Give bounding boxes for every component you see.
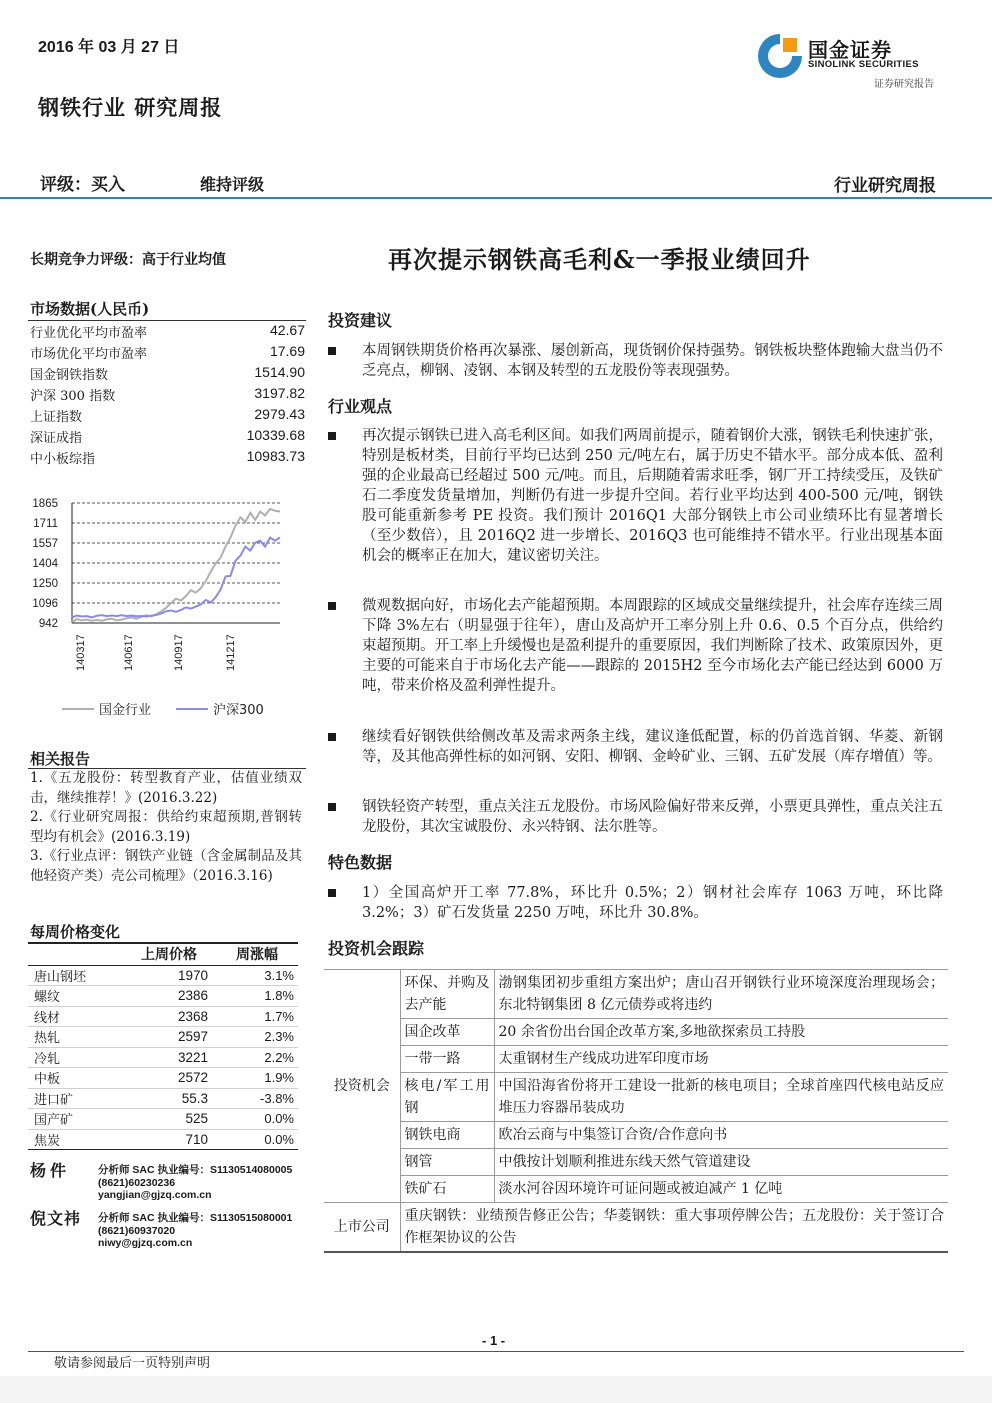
bullet-text: 钢铁轻资产转型，重点关注五龙股份。市场风险偏好带来反弹，小票更具弹性，重点关注五龙股份，其次宝诚股份、永兴特钢、法尔胜等。 bbox=[362, 799, 943, 835]
table-row bbox=[324, 1019, 948, 1046]
market-row bbox=[30, 406, 305, 427]
index-comparison-chart bbox=[28, 492, 318, 722]
bullet-icon bbox=[328, 889, 336, 897]
table-row bbox=[324, 970, 948, 1019]
product-change: -3.8% bbox=[216, 1088, 298, 1109]
analyst-name: 倪文祎 bbox=[30, 1209, 82, 1228]
table-row bbox=[324, 1176, 948, 1203]
table-row bbox=[28, 986, 298, 1007]
market-label: 上证指数 bbox=[30, 410, 83, 425]
long-term-rating: 长期竞争力评级：高于行业均值 bbox=[30, 252, 226, 268]
product-name: 热轧 bbox=[28, 1027, 122, 1048]
bullet-icon bbox=[328, 803, 336, 811]
table-row bbox=[324, 1203, 948, 1253]
table-row bbox=[28, 1129, 298, 1150]
product-name: 螺纹 bbox=[28, 986, 122, 1007]
product-change: 0.0% bbox=[216, 1129, 298, 1150]
category-cell: 一带一路 bbox=[400, 1046, 494, 1073]
table-row bbox=[324, 1073, 948, 1122]
detail-cell: 渤钢集团初步重组方案出炉；唐山召开钢铁行业环境深度治理现场会；东北特钢集团 8 亿元债券或将违约 bbox=[494, 970, 948, 1019]
bullet-icon bbox=[328, 602, 336, 610]
table-row bbox=[324, 1149, 948, 1176]
table-row bbox=[324, 1046, 948, 1073]
legend-label: 国金行业 bbox=[99, 703, 152, 718]
x-tick-label: 141217 bbox=[225, 634, 237, 671]
y-tick-label: 1404 bbox=[32, 558, 58, 570]
category-cell: 国企改革 bbox=[400, 1019, 494, 1046]
series-line bbox=[72, 538, 280, 618]
category-cell: 钢铁电商 bbox=[400, 1122, 494, 1149]
product-name: 进口矿 bbox=[28, 1088, 122, 1109]
opportunity-table bbox=[324, 969, 948, 1253]
col-name-header bbox=[28, 943, 122, 965]
disclaimer: 敬请参阅最后一页特别声明 bbox=[54, 1356, 211, 1371]
logo-name-en: SINOLINK SECURITIES bbox=[808, 59, 919, 70]
market-row bbox=[30, 322, 305, 343]
table-row bbox=[28, 965, 298, 986]
x-tick-label: 140617 bbox=[123, 634, 135, 671]
product-name: 线材 bbox=[28, 1006, 122, 1027]
col-price-header: 上周价格 bbox=[122, 943, 216, 965]
detail-cell: 中国沿海省份将开工建设一批新的核电项目；全球首座四代核电站反应堆压力容器吊装成功 bbox=[494, 1073, 948, 1122]
rating-label: 评级：买入 bbox=[40, 175, 125, 195]
industry-view-heading: 行业观点 bbox=[328, 397, 393, 416]
market-data-divider bbox=[28, 320, 306, 321]
y-tick-label: 1096 bbox=[32, 598, 58, 610]
product-change: 1.9% bbox=[216, 1068, 298, 1089]
detail-cell: 太重钢材生产线成功进军印度市场 bbox=[494, 1046, 948, 1073]
market-value: 10339.68 bbox=[246, 427, 305, 443]
market-value: 17.69 bbox=[269, 343, 305, 359]
product-change: 3.1% bbox=[216, 965, 298, 986]
product-price: 2368 bbox=[122, 1006, 216, 1027]
table-row bbox=[324, 1122, 948, 1149]
header-divider bbox=[0, 197, 992, 199]
feature-data-bullet bbox=[328, 883, 943, 923]
market-label: 中小板综指 bbox=[30, 452, 96, 467]
table-row bbox=[28, 1006, 298, 1027]
investment-advice-bullet bbox=[328, 341, 943, 381]
market-value: 42.67 bbox=[269, 322, 305, 338]
sinolink-logo-icon bbox=[756, 32, 804, 80]
analyst-email[interactable]: yangjian@gjzq.com.cn bbox=[98, 1189, 212, 1201]
industry-view-bullet bbox=[328, 426, 943, 566]
table-row bbox=[28, 1068, 298, 1089]
category-cell: 铁矿石 bbox=[400, 1176, 494, 1203]
y-tick-label: 1711 bbox=[33, 518, 58, 530]
market-label: 国金钢铁指数 bbox=[30, 368, 109, 383]
analyst-phone: (8621)60230236 bbox=[98, 1176, 176, 1189]
industry-title: 钢铁行业 研究周报 bbox=[38, 95, 223, 120]
main-title: 再次提示钢铁高毛利&一季报业绩回升 bbox=[388, 245, 811, 274]
analyst-sac: 分析师 SAC 执业编号：S1130514080005 bbox=[98, 1164, 293, 1176]
page-number: - 1 - bbox=[482, 1333, 506, 1348]
weekly-price-table bbox=[28, 942, 298, 1150]
product-price: 55.3 bbox=[122, 1088, 216, 1109]
market-row bbox=[30, 343, 305, 364]
product-price: 2597 bbox=[122, 1027, 216, 1048]
related-reports-heading: 相关报告 bbox=[30, 750, 91, 768]
market-value: 10983.73 bbox=[246, 448, 305, 464]
product-price: 1970 bbox=[122, 965, 216, 986]
detail-cell: 淡水河谷因环境许可证问题或被迫减产 1 亿吨 bbox=[494, 1176, 948, 1203]
y-tick-label: 1250 bbox=[32, 578, 58, 590]
investment-advice-heading: 投资建议 bbox=[328, 311, 393, 330]
detail-cell: 重庆钢铁：业绩预告修正公告；华菱钢铁：重大事项停牌公告；五龙股份：关于签订合作框架协议的公告 bbox=[400, 1203, 948, 1253]
analyst-sac: 分析师 SAC 执业编号：S1130515080001 bbox=[98, 1212, 293, 1224]
product-change: 1.7% bbox=[216, 1006, 298, 1027]
bullet-text: 1）全国高炉开工率 77.8%，环比升 0.5%；2）钢材社会库存 1063 万吨，环比降 3.2%；3）矿石发货量 2250 万吨，环比升 30.8%。 bbox=[362, 885, 943, 921]
industry-view-bullet bbox=[328, 596, 943, 696]
group-label: 上市公司 bbox=[324, 1203, 400, 1253]
market-label: 深证成指 bbox=[30, 431, 83, 446]
detail-cell: 20 余省份出台国企改革方案,多地欲探索员工持股 bbox=[494, 1019, 948, 1046]
related-report-item[interactable]: 3.《行业点评：钢铁产业链（含金属制品及其他轻资产类）壳公司梳理》（2016.3.16) bbox=[30, 848, 302, 884]
y-tick-label: 1865 bbox=[32, 498, 58, 510]
product-change: 2.2% bbox=[216, 1047, 298, 1068]
detail-cell: 中俄按计划顺利推进东线天然气管道建设 bbox=[494, 1149, 948, 1176]
y-tick-label: 1557 bbox=[32, 538, 58, 550]
x-tick-label: 140917 bbox=[173, 634, 185, 671]
analyst-contact bbox=[98, 1212, 292, 1250]
related-report-item[interactable]: 1.《五龙股份：转型教育产业，估值业绩双击，继续推荐！》(2016.3.22) bbox=[30, 770, 302, 806]
product-change: 1.8% bbox=[216, 986, 298, 1007]
table-row bbox=[28, 1088, 298, 1109]
market-value: 1514.90 bbox=[254, 364, 305, 380]
rating-sub: 维持评级 bbox=[200, 175, 265, 194]
table-row bbox=[28, 1027, 298, 1048]
product-price: 710 bbox=[122, 1129, 216, 1150]
company-logo bbox=[756, 30, 956, 92]
market-data-heading: 市场数据(人民币) bbox=[30, 300, 150, 318]
market-value: 2979.43 bbox=[254, 406, 305, 422]
analyst-phone: (8621)60937020 bbox=[98, 1224, 176, 1237]
market-row bbox=[30, 385, 305, 406]
product-name: 焦炭 bbox=[28, 1129, 122, 1150]
footer-band bbox=[0, 1376, 992, 1403]
col-change-header: 周涨幅 bbox=[216, 943, 298, 965]
table-row bbox=[28, 1109, 298, 1130]
product-change: 0.0% bbox=[216, 1109, 298, 1130]
category-cell: 环保、并购及去产能 bbox=[400, 970, 494, 1019]
group-label: 投资机会 bbox=[324, 970, 400, 1203]
market-label: 行业优化平均市盈率 bbox=[30, 326, 148, 341]
weekly-price-heading: 每周价格变化 bbox=[30, 923, 121, 941]
product-name: 中板 bbox=[28, 1068, 122, 1089]
product-name: 国产矿 bbox=[28, 1109, 122, 1130]
product-price: 525 bbox=[122, 1109, 216, 1130]
opportunity-tracking-heading: 投资机会跟踪 bbox=[328, 939, 425, 958]
logo-name-cn: 国金证券 bbox=[808, 38, 892, 62]
detail-cell: 欧冶云商与中集签订合资/合作意向书 bbox=[494, 1122, 948, 1149]
report-date: 2016 年 03 月 27 日 bbox=[38, 39, 180, 56]
x-tick-label: 140317 bbox=[75, 634, 87, 671]
market-label: 沪深 300 指数 bbox=[30, 389, 116, 404]
category-cell: 钢管 bbox=[400, 1149, 494, 1176]
logo-tagline: 证券研究报告 bbox=[874, 79, 934, 90]
rating bbox=[40, 170, 265, 195]
product-price: 3221 bbox=[122, 1047, 216, 1068]
category-cell: 核电/军工用钢 bbox=[400, 1073, 494, 1122]
bullet-icon bbox=[328, 432, 336, 440]
bullet-text: 再次提示钢铁已进入高毛利区间。如我们两周前提示，随着钢价大涨，钢铁毛利快速扩张，特别是板材类，目前行平均已达到 250 元/吨左右，属于历史不错水平。部分成本低、盈利强的企业最高已经超过 500 元/吨。而且，后期随着需求旺季，钢厂开工持续受压，及铁矿石二季度发货量增加，判断仍有进一步提升空间。若行业平均达到 400-500 元/吨，钢铁股可能重新参考 PE 投资。我们预计 2016Q1 大部分钢铁上市公司业绩环比有显著增长（至少数倍），且 2016Q2 进一步增长、2016Q3 也可能维持不错水平。行业出现基本面机会的概率正在加大，建议密切关注。 bbox=[362, 428, 943, 564]
feature-data-heading: 特色数据 bbox=[328, 853, 393, 872]
bullet-icon bbox=[328, 733, 336, 741]
product-change: 2.3% bbox=[216, 1027, 298, 1048]
market-row bbox=[30, 364, 305, 385]
bullet-text: 微观数据向好，市场化去产能超预期。本周跟踪的区域成交量继续提升，社会库存连续三周下降 3%左右（明显强于往年），唐山及高炉开工率分别上升 0.6、0.5 个百分点，供给约束超预期。开工率上升缓慢也是盈利提升的重要原因，我们判断除了技术、政策原因外，更主要的可能来自于市场化去产能——跟踪的 2015H2 至今市场化去产能已经达到 6000 万吨，带来价格及盈利弹性提升。 bbox=[362, 598, 943, 694]
market-row bbox=[30, 448, 305, 469]
bullet-icon bbox=[328, 347, 336, 355]
legend-label: 沪深300 bbox=[213, 703, 264, 718]
market-label: 市场优化平均市盈率 bbox=[30, 347, 148, 362]
product-price: 2386 bbox=[122, 986, 216, 1007]
related-report-item[interactable]: 2.《行业研究周报：供给约束超预期,普钢转型均有机会》(2016.3.19) bbox=[30, 809, 302, 845]
industry-view-bullet bbox=[328, 797, 943, 837]
industry-view-bullet bbox=[328, 727, 943, 767]
product-price: 2572 bbox=[122, 1068, 216, 1089]
product-name: 唐山钢坯 bbox=[28, 965, 122, 986]
product-name: 冷轧 bbox=[28, 1047, 122, 1068]
market-row bbox=[30, 427, 305, 448]
analyst-contact bbox=[98, 1164, 292, 1202]
analyst-email[interactable]: niwy@gjzq.com.cn bbox=[98, 1237, 193, 1249]
report-type: 行业研究周报 bbox=[834, 176, 936, 196]
series-line bbox=[72, 509, 280, 622]
y-tick-label: 942 bbox=[38, 618, 58, 630]
market-value: 3197.82 bbox=[254, 385, 305, 401]
bullet-text: 本周钢铁期货价格再次暴涨、屡创新高，现货钢价保持强势。钢铁板块整体跑输大盘当仍不乏亮点，柳钢、凌钢、本钢及转型的五龙股份等表现强势。 bbox=[362, 343, 943, 379]
table-header-row bbox=[28, 943, 298, 965]
bullet-text: 继续看好钢铁供给侧改革及需求两条主线，建议逢低配置，标的仍首选首钢、华菱、新钢等，及其他高弹性标的如河钢、安阳、柳钢、金岭矿业、三钢、五矿发展（库存增值）等。 bbox=[362, 729, 943, 765]
table-row bbox=[28, 1047, 298, 1068]
analyst-name: 杨件 bbox=[30, 1161, 71, 1180]
